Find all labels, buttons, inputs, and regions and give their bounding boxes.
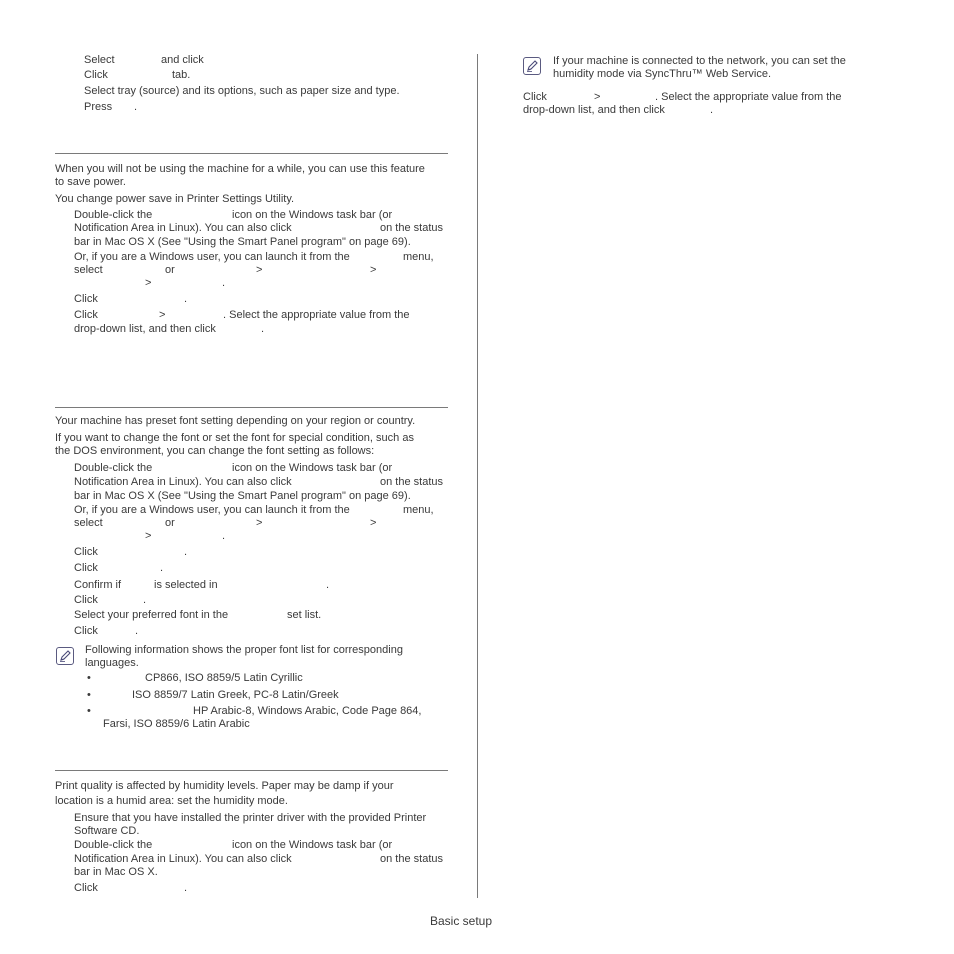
font-step5-a: Click — [74, 594, 98, 606]
humidity-intro-line1: Print quality is affected by humidity levels. Paper may be damp if your — [55, 780, 394, 792]
power-step3-e: . — [261, 323, 265, 335]
font-intro-2-line2: the DOS environment, you can change the font setting as follows: — [55, 445, 375, 457]
power-step1-j: > — [256, 264, 263, 276]
font-step3-b: . — [160, 562, 164, 574]
power-step2-a: Click — [74, 293, 98, 305]
humidity-step2-b: icon on the Windows task bar (or — [232, 839, 393, 851]
font-step6-a: Select your preferred font in the — [74, 609, 229, 621]
font-step4-a: Confirm if — [74, 579, 122, 591]
humidity-step2-e: bar in Mac OS X. — [74, 866, 158, 878]
font-section-rule — [55, 407, 448, 408]
font-intro-2-line1: If you want to change the font or set the font for special condition, such as — [55, 432, 414, 444]
font-step1-f: Or, if you are a Windows user, you can launch it from the — [74, 504, 350, 516]
font-bullet1-mark: • — [87, 672, 91, 684]
power-step1-h: select — [74, 264, 103, 276]
humidity-step1-line2: Software CD. — [74, 825, 140, 837]
font-step1-h: select — [74, 517, 103, 529]
power-step3-d: drop-down list, and then click — [74, 323, 216, 335]
footer-label: Basic setup — [430, 914, 493, 928]
font-step1-l: > — [145, 530, 152, 542]
font-bullet2: ISO 8859/7 Latin Greek, PC-8 Latin/Greek — [132, 689, 339, 701]
column-divider — [477, 54, 478, 898]
font-bullet3-line1: HP Arabic-8, Windows Arabic, Code Page 864, — [193, 705, 422, 717]
font-step1-e: bar in Mac OS X (See "Using the Smart Panel program" on page 69). — [74, 490, 411, 502]
note-pencil-icon — [523, 57, 541, 75]
top-step-2-tab: tab. — [172, 69, 191, 81]
font-step1-b: icon on the Windows task bar (or — [232, 462, 393, 474]
font-step1-c: Notification Area in Linux). You can also click — [74, 476, 292, 488]
font-bullet3-line2: Farsi, ISO 8859/6 Latin Arabic — [103, 718, 250, 730]
top-step-3: Select tray (source) and its options, such as paper size and type. — [84, 85, 400, 97]
font-step2-a: Click — [74, 546, 98, 558]
power-step1-m: . — [222, 277, 226, 289]
top-step-1-click: and click — [161, 54, 204, 66]
font-note-line1: Following information shows the proper font list for corresponding — [85, 644, 403, 656]
font-step1-i: or — [165, 517, 175, 529]
power-step1-f: Or, if you are a Windows user, you can launch it from the — [74, 251, 350, 263]
power-step3-a: Click — [74, 309, 98, 321]
power-step1-k: > — [370, 264, 377, 276]
power-step3-c: . Select the appropriate value from the — [223, 309, 410, 321]
power-step1-a: Double-click the — [74, 209, 153, 221]
font-note-line2: languages. — [85, 657, 139, 669]
right-step-c: . Select the appropriate value from the — [655, 91, 842, 103]
right-step-a: Click — [523, 91, 547, 103]
font-step7-b: . — [135, 625, 139, 637]
font-step6-b: set list. — [287, 609, 322, 621]
font-step1-g: menu, — [403, 504, 434, 516]
humidity-step3-b: . — [184, 882, 188, 894]
font-step1-d: on the status — [380, 476, 443, 488]
humidity-step2-a: Double-click the — [74, 839, 153, 851]
font-bullet1: CP866, ISO 8859/5 Latin Cyrillic — [145, 672, 303, 684]
power-step1-e: bar in Mac OS X (See "Using the Smart Panel program" on page 69). — [74, 236, 411, 248]
power-step1-i: or — [165, 264, 175, 276]
font-step1-m: . — [222, 530, 226, 542]
font-step7-a: Click — [74, 625, 98, 637]
humidity-step3-a: Click — [74, 882, 98, 894]
right-step-d: drop-down list, and then click — [523, 104, 665, 116]
power-step1-b: icon on the Windows task bar (or — [232, 209, 393, 221]
font-step5-b: . — [143, 594, 147, 606]
power-section-rule — [55, 153, 448, 154]
power-step1-g: menu, — [403, 251, 434, 263]
font-step4-b: is selected in — [154, 579, 218, 591]
humidity-step1-line1: Ensure that you have installed the printer driver with the provided Printer — [74, 812, 427, 824]
font-intro-1: Your machine has preset font setting depending on your region or country. — [55, 415, 416, 427]
power-step3-b: > — [159, 309, 166, 321]
note-pencil-icon — [56, 647, 74, 665]
right-note-line1: If your machine is connected to the network, you can set the — [553, 55, 846, 67]
humidity-section-rule — [55, 770, 448, 771]
power-intro-line1: When you will not be using the machine for a while, you can use this feature — [55, 163, 425, 175]
power-intro-2: You change power save in Printer Settings Utility. — [55, 193, 295, 205]
font-step2-b: . — [184, 546, 188, 558]
power-step1-d: on the status — [380, 222, 443, 234]
power-step1-c: Notification Area in Linux). You can also click — [74, 222, 292, 234]
humidity-intro-line2: location is a humid area: set the humidity mode. — [55, 795, 288, 807]
font-bullet2-mark: • — [87, 689, 91, 701]
power-intro-line2: to save power. — [55, 176, 126, 188]
top-step-4-press: Press — [84, 101, 113, 113]
right-step-b: > — [594, 91, 601, 103]
font-bullet3-mark: • — [87, 705, 91, 717]
font-step4-c: . — [326, 579, 330, 591]
top-step-4-end: . — [134, 101, 138, 113]
power-step1-l: > — [145, 277, 152, 289]
right-note-line2: humidity mode via SyncThru™ Web Service. — [553, 68, 772, 80]
font-step3-a: Click — [74, 562, 98, 574]
power-step2-b: . — [184, 293, 188, 305]
font-step1-j: > — [256, 517, 263, 529]
top-step-1-select: Select — [84, 54, 115, 66]
font-step1-a: Double-click the — [74, 462, 153, 474]
humidity-step2-d: on the status — [380, 853, 443, 865]
humidity-step2-c: Notification Area in Linux). You can also click — [74, 853, 292, 865]
right-step-e: . — [710, 104, 714, 116]
top-step-2-click: Click — [84, 69, 108, 81]
font-step1-k: > — [370, 517, 377, 529]
